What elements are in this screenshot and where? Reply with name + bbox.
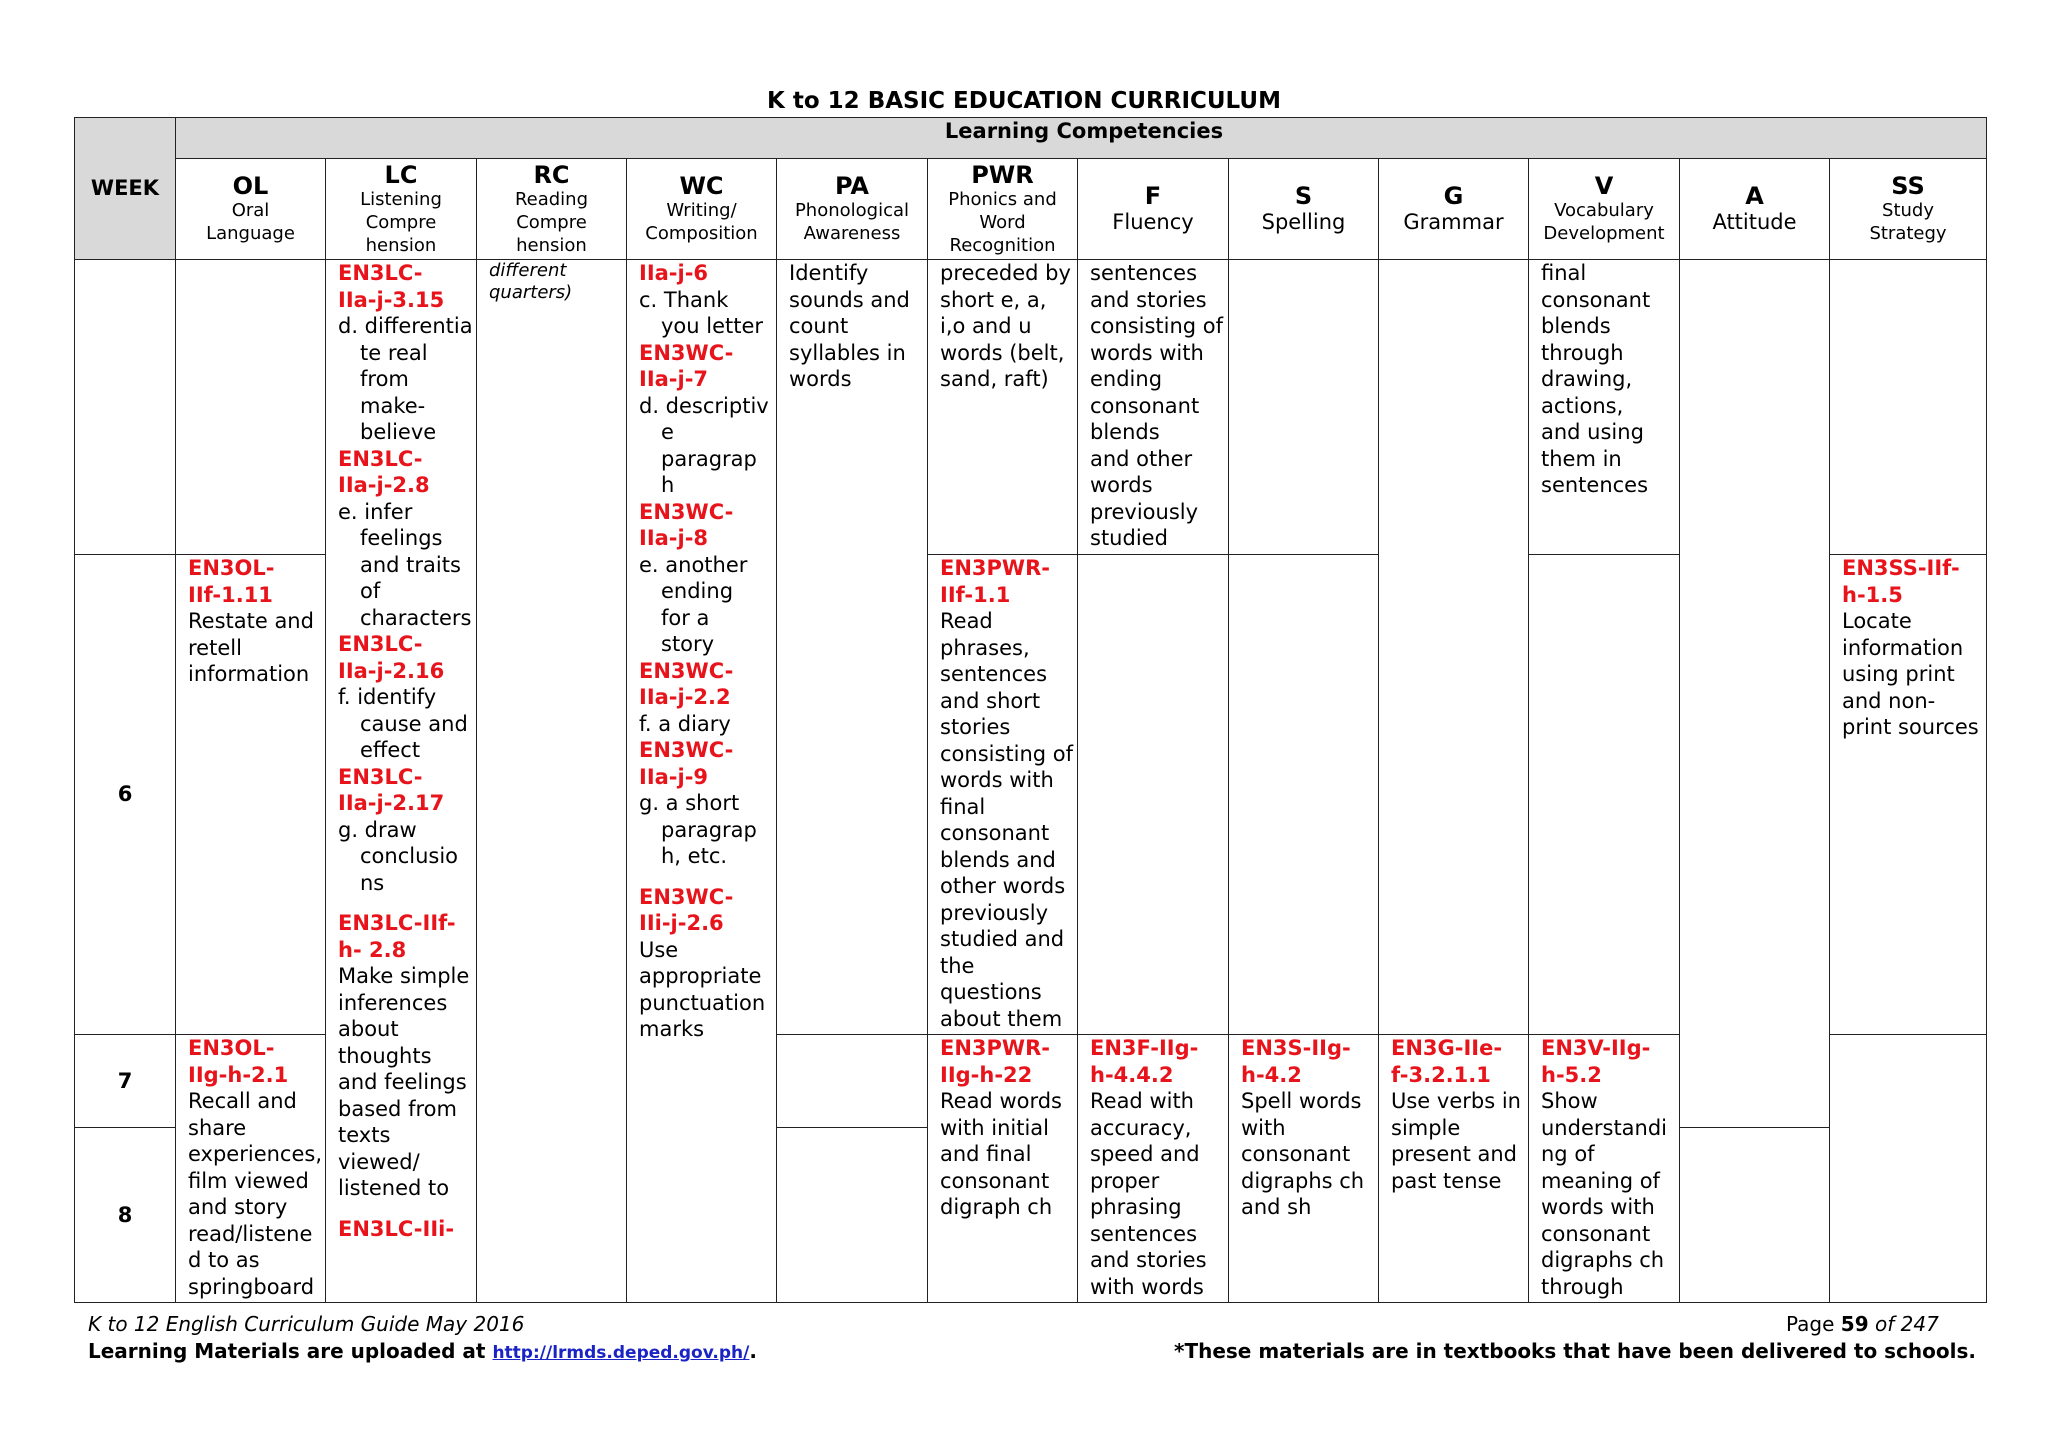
cell-text: sentences	[1541, 473, 1649, 497]
materials-link[interactable]: http://lrmds.deped.gov.ph/	[492, 1343, 750, 1363]
cell-text: springboard	[188, 1274, 315, 1299]
competency-code: EN3OL-	[188, 556, 275, 580]
header-row-1	[75, 118, 1987, 159]
cell-text: inferences	[338, 990, 448, 1015]
cell-text: print sources	[1842, 715, 1979, 739]
cell-text: Locate	[1842, 609, 1912, 633]
col-full-line: Phonics and	[948, 188, 1057, 210]
cell-text: information	[188, 662, 310, 686]
footer-note: *These materials are in textbooks that have been delivered to schools.	[1174, 1339, 1976, 1363]
cell-text: ns	[360, 870, 385, 895]
cell-text: Spell words	[1241, 1089, 1362, 1113]
cell-text: Make simple	[338, 964, 470, 988]
competency-code: EN3LC-	[338, 446, 423, 471]
week-number: 6	[75, 555, 176, 1035]
competency-code: EN3WC-	[639, 738, 734, 762]
s-cell-continuation	[1229, 260, 1379, 555]
competency-code: EN3WC-	[639, 658, 734, 683]
cell-text: phrases,	[940, 635, 1030, 660]
cell-gap	[639, 870, 770, 884]
cell-text: words with	[1090, 340, 1204, 365]
cell-text: proper	[1090, 1168, 1160, 1193]
competency-code: EN3LC-IIi-	[338, 1216, 455, 1241]
cell-text: e	[661, 420, 674, 444]
competency-code: EN3V-IIg-	[1541, 1036, 1651, 1060]
col-full	[1381, 209, 1526, 235]
col-full	[479, 188, 624, 257]
col-header-pwr	[928, 159, 1078, 260]
cell-text: marks	[639, 1017, 705, 1041]
cell-text: feelings	[360, 526, 443, 550]
v-cell-week-6	[1529, 555, 1680, 1035]
cell-text: and non-	[1842, 688, 1936, 713]
cell-text: speed and	[1090, 1142, 1200, 1166]
footer-page-number: 59	[1840, 1312, 1869, 1336]
competency-code: EN3PWR-	[940, 1036, 1050, 1060]
cell-note: different	[489, 260, 567, 281]
col-full-line: Vocabulary	[1554, 200, 1654, 221]
lc-cell	[326, 260, 477, 1303]
col-full-line: Phonological	[794, 200, 910, 221]
continuation-row	[75, 260, 1987, 555]
cell-text: about	[338, 1017, 399, 1041]
cell-text: blends	[1541, 314, 1611, 338]
col-full-line: hension	[516, 234, 587, 256]
g-cell-continuation	[1379, 260, 1529, 1035]
cell-text: d to as	[188, 1248, 260, 1272]
cell-text: other words	[940, 874, 1066, 898]
competency-code: IIa-j-2.17	[338, 791, 445, 815]
cell-text: about them	[940, 1006, 1063, 1031]
cell-text: them in	[1541, 446, 1622, 471]
cell-text: d. descriptiv	[639, 393, 769, 418]
col-abbr: G	[1443, 182, 1464, 210]
col-header-s	[1229, 159, 1379, 260]
cell-text: for a	[661, 605, 710, 630]
cell-text: h, etc.	[661, 844, 728, 868]
competency-code: h-1.5	[1842, 582, 1903, 607]
competency-code: IIf-1.11	[188, 582, 273, 607]
col-abbr: PA	[835, 172, 869, 200]
footer-guide	[88, 1312, 524, 1336]
cell-text: and story	[188, 1195, 288, 1219]
competency-code: h-5.2	[1541, 1062, 1602, 1087]
pa-cell-weeks-7-8	[777, 1035, 928, 1303]
cell-text: e. another	[639, 552, 748, 577]
cell-text: consonant	[1541, 1221, 1651, 1246]
competency-code: IIa-j-8	[639, 526, 709, 550]
col-header-lc	[326, 159, 477, 260]
footer-guide-text: K to 12 English Curriculum Guide May 2016	[88, 1312, 525, 1336]
competency-code: IIa-j-7	[639, 367, 709, 391]
footer-materials	[88, 1339, 757, 1363]
cell-text: you letter	[661, 314, 764, 338]
cell-text: using print	[1842, 662, 1955, 686]
cell-text: f. a diary	[639, 711, 731, 736]
cell-text: retell	[188, 635, 242, 660]
footer-materials-suffix: .	[749, 1339, 757, 1363]
col-full	[1080, 209, 1226, 235]
competency-code: IIf-1.1	[940, 582, 1011, 607]
week-number: 8	[75, 1128, 176, 1303]
cell-text: Read	[940, 609, 993, 633]
cell-text: with words	[1090, 1274, 1204, 1299]
cell-text: texts	[338, 1123, 391, 1147]
cell-text: simple	[1391, 1115, 1461, 1140]
competency-code: EN3WC-	[639, 884, 734, 909]
col-full	[1231, 209, 1376, 235]
cell-text: digraph ch	[940, 1195, 1053, 1219]
ol-cell-continuation	[176, 260, 326, 555]
ol-cell-week-6	[176, 555, 326, 1035]
cell-text: present and	[1391, 1142, 1518, 1166]
cell-text: consisting of	[1090, 314, 1224, 338]
cell-text: sentences	[1090, 1221, 1198, 1246]
rc-cell	[477, 260, 627, 1303]
cell-text: g. draw	[338, 817, 417, 842]
cell-text: e. infer	[338, 499, 413, 524]
col-full-line: Attitude	[1712, 210, 1797, 234]
competency-code: IIa-j-2.8	[338, 473, 430, 497]
cell-text: cause and	[360, 711, 468, 736]
cell-text: paragrap	[661, 817, 757, 842]
cell-text: consonant	[940, 1168, 1050, 1193]
cell-text: blends	[1090, 420, 1160, 444]
cell-text: Identify	[789, 261, 869, 285]
cell-text: of	[360, 579, 381, 603]
competency-code: EN3WC-	[639, 499, 734, 524]
cell-text: listened to	[338, 1176, 450, 1200]
cell-text: count	[789, 314, 849, 338]
cell-text: Use	[639, 937, 679, 962]
col-abbr: WC	[679, 172, 724, 200]
col-header-rc	[477, 159, 627, 260]
cell-text: digraphs ch	[1241, 1168, 1365, 1193]
v-cell-weeks-7-8	[1529, 1035, 1680, 1303]
cell-text: and stories	[1090, 1248, 1207, 1272]
cell-text: consisting of	[940, 741, 1074, 766]
col-abbr: RC	[533, 160, 570, 189]
cell-text: Show	[1541, 1089, 1598, 1113]
ss-cell-weeks-7-8	[1830, 1035, 1987, 1303]
cell-text: and other	[1090, 446, 1193, 471]
cell-text: syllables in	[789, 340, 906, 365]
f-cell-week-6	[1078, 555, 1229, 1035]
cell-text: Use verbs in	[1391, 1089, 1521, 1113]
cell-text: c. Thank	[639, 287, 729, 312]
pwr-cell-weeks-7-8	[928, 1035, 1078, 1303]
col-full-line: Language	[206, 223, 295, 244]
cell-gap	[338, 896, 470, 910]
cell-text: from	[360, 367, 409, 391]
col-full-line: Oral	[231, 200, 270, 221]
v-cell-continuation	[1529, 260, 1680, 555]
cell-text: consonant	[1241, 1142, 1351, 1166]
s-cell-week-6	[1229, 555, 1379, 1035]
cell-text: and feelings	[338, 1070, 467, 1094]
cell-text: and sh	[1241, 1195, 1312, 1219]
cell-text: characters	[360, 605, 472, 630]
cell-text: story	[661, 632, 715, 656]
cell-text: share	[188, 1115, 247, 1140]
cell-text: the	[940, 953, 975, 978]
cell-text: and stories	[1090, 287, 1207, 312]
competency-code: EN3LC-	[338, 632, 423, 656]
col-abbr: S	[1294, 182, 1313, 210]
cell-text: conclusio	[360, 844, 459, 868]
cell-text: film viewed	[188, 1168, 309, 1193]
competency-code: EN3S-IIg-	[1241, 1036, 1351, 1060]
cell-text: d. differentia	[338, 314, 473, 338]
cell-text: final	[940, 794, 986, 819]
col-full-line: Reading	[514, 188, 589, 210]
competency-code: EN3WC-	[639, 340, 734, 365]
cell-text: accuracy,	[1090, 1115, 1192, 1140]
cell-text: sentences	[1090, 261, 1198, 285]
competency-code: EN3G-IIe-	[1391, 1036, 1503, 1060]
col-header-a	[1680, 159, 1830, 260]
cell-text: actions,	[1541, 393, 1624, 418]
cell-note: quarters)	[489, 282, 573, 303]
competency-code: EN3SS-IIf-	[1842, 556, 1960, 580]
cell-text: sounds and	[789, 287, 910, 312]
footer-page	[1786, 1312, 1939, 1336]
g-cell-weeks-7-8	[1379, 1035, 1529, 1303]
pwr-cell-week-6	[928, 555, 1078, 1035]
pwr-cell-continuation	[928, 260, 1078, 555]
competency-code: h- 2.8	[338, 937, 407, 962]
ss-cell-continuation	[1830, 260, 1987, 555]
footer-materials-prefix: Learning Materials are uploaded at	[88, 1339, 493, 1363]
competency-code: IIa-j-2.16	[338, 658, 445, 683]
col-header-ss	[1830, 159, 1987, 260]
cell-text: h	[661, 473, 675, 497]
cell-text: stories	[940, 715, 1011, 739]
cell-text: g. a short	[639, 791, 740, 815]
col-full	[328, 188, 474, 257]
cell-text: read/listene	[188, 1221, 313, 1246]
cell-text: previously	[1090, 499, 1199, 524]
competency-code: f-3.2.1.1	[1391, 1062, 1491, 1087]
col-header-v	[1529, 159, 1680, 260]
competency-code: IIa-j-6	[639, 261, 709, 285]
col-full	[1832, 199, 1984, 245]
week-header: WEEK	[75, 118, 176, 260]
cell-text: preceded by	[940, 261, 1071, 285]
cell-text: make-	[360, 393, 426, 418]
cell-text: punctuation	[639, 990, 766, 1015]
cell-gap	[338, 1202, 470, 1216]
competency-code: EN3F-IIg-	[1090, 1036, 1199, 1060]
cell-text: phrasing	[1090, 1195, 1182, 1219]
col-abbr: A	[1745, 182, 1764, 210]
f-cell-continuation	[1078, 260, 1229, 555]
cell-text: viewed/	[338, 1149, 420, 1174]
competency-code: IIg-h-2.1	[188, 1062, 289, 1087]
learning-competencies-header: Learning Competencies	[176, 118, 1987, 159]
f-cell-weeks-7-8	[1078, 1035, 1229, 1303]
cell-text: words	[789, 367, 852, 391]
cell-text: Recall and	[188, 1089, 297, 1113]
col-full	[779, 199, 925, 245]
cell-text: f. identify	[338, 685, 437, 709]
col-full-line: hension	[365, 234, 437, 256]
cell-text: and using	[1541, 420, 1644, 444]
col-header-ol	[176, 159, 326, 260]
cell-text: studied	[1090, 526, 1168, 550]
cell-text: consonant	[1090, 393, 1200, 418]
col-full-line: Compre	[516, 211, 587, 233]
col-full	[629, 199, 774, 245]
cell-text: based from	[338, 1096, 457, 1121]
ss-cell-week-6	[1830, 555, 1987, 1035]
competency-code: EN3LC-	[338, 261, 423, 285]
cell-text: words (belt,	[940, 340, 1065, 365]
cell-text: ending	[661, 579, 734, 603]
curriculum-table	[74, 117, 1987, 1303]
col-full-line: Development	[1543, 223, 1665, 244]
competency-code: IIi-j-2.6	[639, 911, 724, 935]
col-abbr: SS	[1891, 172, 1925, 200]
col-abbr: OL	[232, 172, 269, 200]
cell-text: consonant	[1541, 287, 1651, 312]
a-cell-week-8	[1680, 1128, 1830, 1303]
competency-code: EN3LC-IIf-	[338, 911, 456, 935]
cell-text: with initial	[940, 1115, 1049, 1140]
cell-text: information	[1842, 635, 1964, 660]
col-abbr: V	[1594, 172, 1614, 200]
footer-page-suffix: of 247	[1868, 1312, 1939, 1336]
cell-text: thoughts	[338, 1043, 432, 1068]
cell-text: past tense	[1391, 1168, 1502, 1193]
col-full	[930, 188, 1075, 257]
col-full-line: Writing/	[666, 200, 737, 221]
col-full	[1531, 199, 1677, 245]
cell-text: and short	[940, 688, 1041, 713]
cell-text: sentences	[940, 662, 1048, 686]
col-full-line: Fluency	[1112, 210, 1194, 234]
footer-page-prefix: Page	[1786, 1312, 1841, 1336]
a-cell-continuation	[1680, 260, 1830, 1128]
col-full-line: Spelling	[1261, 210, 1346, 234]
cell-text: short e, a,	[940, 287, 1047, 312]
cell-text: digraphs ch	[1541, 1248, 1665, 1272]
cell-text: and traits	[360, 552, 461, 577]
cell-text: words with	[940, 768, 1054, 792]
col-full	[1682, 209, 1827, 235]
cell-text: and final	[940, 1142, 1032, 1166]
competency-code: EN3LC-	[338, 764, 423, 789]
cell-text: paragrap	[661, 446, 757, 471]
week-number: 7	[75, 1035, 176, 1128]
week-cell-continuation	[75, 260, 176, 555]
cell-text: questions	[940, 980, 1042, 1004]
competency-code: h-4.4.2	[1090, 1062, 1174, 1087]
competency-code: EN3PWR-	[940, 556, 1050, 580]
cell-text: te real	[360, 340, 428, 365]
col-full-line: Grammar	[1403, 210, 1504, 234]
cell-text: studied and	[940, 927, 1065, 951]
col-abbr: LC	[384, 160, 418, 189]
cell-text: with	[1241, 1115, 1286, 1140]
col-header-f	[1078, 159, 1229, 260]
competency-code: EN3OL-	[188, 1036, 275, 1060]
cell-text: understandi	[1541, 1115, 1668, 1140]
header-row-2	[75, 159, 1987, 260]
cell-text: Restate and	[188, 609, 314, 633]
col-abbr: PWR	[971, 160, 1034, 189]
col-full-line: Word	[979, 211, 1026, 233]
cell-text: meaning of	[1541, 1168, 1660, 1193]
col-full-line: Listening	[360, 188, 442, 210]
cell-text: through	[1541, 1274, 1624, 1299]
document-title: K to 12 BASIC EDUCATION CURRICULUM	[767, 88, 1281, 114]
cell-text: consonant	[940, 821, 1050, 845]
cell-text: effect	[360, 738, 421, 762]
cell-text: sand, raft)	[940, 367, 1049, 391]
competency-code: h-4.2	[1241, 1062, 1302, 1087]
col-header-g	[1379, 159, 1529, 260]
col-full-line: Compre	[365, 211, 437, 233]
col-abbr: F	[1144, 182, 1162, 210]
pa-cell	[777, 260, 928, 1035]
competency-code: IIa-j-3.15	[338, 287, 445, 312]
col-header-pa	[777, 159, 928, 260]
cell-text: final	[1541, 261, 1587, 285]
cell-text: Read words	[940, 1089, 1063, 1113]
cell-text: words with	[1541, 1195, 1655, 1219]
cell-text: ng of	[1541, 1142, 1595, 1166]
col-full-line: Awareness	[803, 223, 901, 244]
cell-text: previously	[940, 900, 1049, 925]
col-full-line: Strategy	[1869, 223, 1947, 244]
cell-text: experiences,	[188, 1142, 323, 1166]
col-full	[178, 199, 323, 245]
s-cell-weeks-7-8	[1229, 1035, 1379, 1303]
col-header-wc	[627, 159, 777, 260]
cell-text: i,o and u	[940, 314, 1032, 338]
cell-text: drawing,	[1541, 367, 1633, 391]
cell-text: Read with	[1090, 1089, 1194, 1113]
competency-code: IIa-j-9	[639, 764, 709, 789]
cell-text: words	[1090, 473, 1153, 497]
cell-text: ending	[1090, 367, 1163, 391]
competency-code: IIg-h-22	[940, 1062, 1033, 1087]
cell-text: believe	[360, 420, 437, 444]
cell-text: through	[1541, 340, 1624, 365]
col-full-line: Composition	[645, 223, 758, 244]
cell-text: blends and	[940, 847, 1056, 872]
col-full-line: Recognition	[949, 234, 1056, 256]
col-full-line: Study	[1882, 200, 1934, 221]
wc-cell	[627, 260, 777, 1303]
cell-text: appropriate	[639, 964, 762, 988]
ol-cell-weeks-7-8	[176, 1035, 326, 1303]
competency-code: IIa-j-2.2	[639, 685, 731, 709]
